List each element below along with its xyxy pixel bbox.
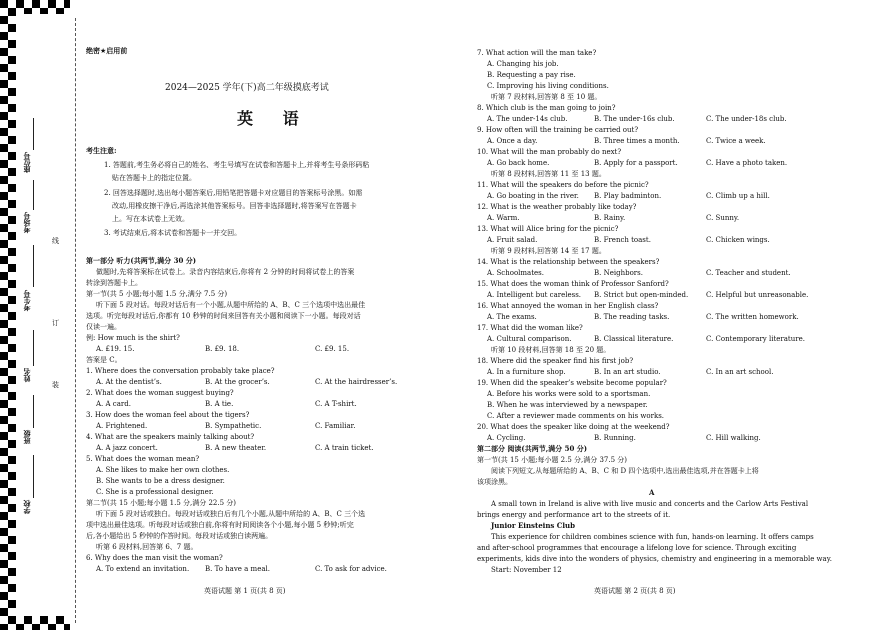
question: 1. Where does the conversation probably take place? xyxy=(86,367,275,375)
option: A. The under-14s club. xyxy=(487,115,568,123)
question: 3. How does the woman feel about the tigers? xyxy=(86,411,250,419)
material-heading: 听第 9 段材料,回答第 14 至 17 题。 xyxy=(491,247,606,255)
class-line xyxy=(33,395,34,428)
notice-item: 改动,用橡皮擦干净后,再选涂其他答案标号。回答非选择题时,将答案写在答题卡 xyxy=(112,202,357,210)
option: B. Rainy. xyxy=(594,214,626,222)
part1-intro: 做题时,先将答案标在试卷上。录音内容结束后,你将有 2 分钟的时间将试卷上的答案 xyxy=(96,268,355,276)
option: A. Go back home. xyxy=(487,159,550,167)
question: 4. What are the speakers mainly talking about? xyxy=(86,433,255,441)
sec1-instruction: 听下面 5 段对话。每段对话后有一个小题,从题中所给的 A、B、C 三个选项中选出最佳 xyxy=(96,301,366,309)
exam-no-line xyxy=(33,245,34,287)
example-option: A. £19. 15. xyxy=(96,345,135,353)
question: 12. What is the weather probably like today? xyxy=(477,203,637,211)
option: A. Before his works were sold to a sportsman. xyxy=(487,390,651,398)
passage-text: brings energy and performance art to the streets of it. xyxy=(477,511,671,519)
option: B. At the grocer’s. xyxy=(205,378,270,386)
exam-room-line xyxy=(33,180,34,210)
school-label: 学校 xyxy=(23,500,31,514)
option: A. Warm. xyxy=(487,214,520,222)
option: A. Changing his job. xyxy=(487,60,559,68)
question: 19. When did the speaker’s website become popular? xyxy=(477,379,667,387)
option: B. Play badminton. xyxy=(594,192,662,200)
binding-bind-char: 装 xyxy=(52,381,59,389)
option: B. Three times a month. xyxy=(594,137,680,145)
name-label: 姓名 xyxy=(23,368,31,382)
option: A. At the dentist’s. xyxy=(96,378,162,386)
option: C. Helpful but unreasonable. xyxy=(706,291,809,299)
option: A. Schoolmates. xyxy=(487,269,544,277)
question: 2. What does the woman suggest buying? xyxy=(86,389,234,397)
option: C. Chicken wings. xyxy=(706,236,770,244)
reading-sec1-heading: 第一节(共 15 小题;每小题 2.5 分,满分 37.5 分) xyxy=(477,456,628,464)
exam-no-label: 考生号 xyxy=(23,290,31,311)
option: B. Neighbors. xyxy=(594,269,643,277)
question: 14. What is the relationship between the speakers? xyxy=(477,258,660,266)
binding-seal-char: 订 xyxy=(52,319,59,327)
exam-room-label: 考场号 xyxy=(23,212,31,233)
option: C. Hill walking. xyxy=(706,434,761,442)
option: A. In a furniture shop. xyxy=(487,368,566,376)
option: C. Contemporary literature. xyxy=(706,335,805,343)
option: C. Sunny. xyxy=(706,214,740,222)
part1-intro: 转涂到答题卡上。 xyxy=(86,279,142,287)
option: B. Classical literature. xyxy=(594,335,674,343)
question: 13. What will Alice bring for the picnic? xyxy=(477,225,619,233)
option: B. Sympathetic. xyxy=(205,422,262,430)
option: B. Apply for a passport. xyxy=(594,159,678,167)
example-answer: 答案是 C。 xyxy=(86,356,122,364)
option: B. A new theater. xyxy=(205,444,267,452)
page-footer-left: 英语试题 第 1 页(共 8 页) xyxy=(204,587,286,595)
part2-heading: 第二部分 阅读(共两节,满分 50 分) xyxy=(477,444,588,453)
question: 5. What does the woman mean? xyxy=(86,455,200,463)
example-question: 例: How much is the shirt? xyxy=(86,334,180,342)
option: C. She is a professional designer. xyxy=(96,488,214,496)
option: C. Climb up a hill. xyxy=(706,192,770,200)
option: B. When he was interviewed by a newspaper. xyxy=(487,401,648,409)
material-heading: 听第 10 段材料,回答第 18 至 20 题。 xyxy=(491,346,611,354)
option: C. At the hairdresser’s. xyxy=(315,378,398,386)
question: 10. What will the man probably do next? xyxy=(477,148,622,156)
option: A. Frightened. xyxy=(96,422,148,430)
option: A. Intelligent but careless. xyxy=(487,291,582,299)
option: C. A train ticket. xyxy=(315,444,374,452)
passage-text: This experience for children combines science with fun, hands-on learning. It offers camps xyxy=(491,533,814,541)
option: C. The under-18s club. xyxy=(706,115,787,123)
option: C. A T-shirt. xyxy=(315,400,357,408)
option: C. Twice a week. xyxy=(706,137,766,145)
option: B. She wants to be a dress designer. xyxy=(96,477,225,485)
reading-instruction: 该项涂黑。 xyxy=(477,478,512,486)
passage-text: experiments, kids dive into the wonders of physics, chemistry and engineering in a memorable way. xyxy=(477,555,832,563)
seat-label: 座位号 xyxy=(23,152,31,173)
notice-item: 1. 答题前,考生务必将自己的姓名、考生号填写在试卷和答题卡上,并将考生号条形码粘 xyxy=(104,161,370,169)
option: B. A tie. xyxy=(205,400,234,408)
class-label: 班级 xyxy=(23,430,31,444)
option: A. A jazz concert. xyxy=(96,444,158,452)
passage-text: Start: November 12 xyxy=(491,566,562,574)
secret-mark: 绝密★启用前 xyxy=(86,47,128,55)
notice-item: 2. 回答选择题时,选出每小题答案后,用铅笔把答题卡对应题目的答案标号涂黑。如需 xyxy=(104,189,363,197)
notice-item: 上。写在本试卷上无效。 xyxy=(112,215,189,223)
sec1-instruction: 仅读一遍。 xyxy=(86,323,121,331)
sec2-instruction: 听下面 5 段对话或独白。每段对话或独白后有几个小题,从题中所给的 A、B、C 三个选 xyxy=(96,510,366,518)
option: B. The under-16s club. xyxy=(594,115,675,123)
option: A. Go boating in the river. xyxy=(487,192,579,200)
question: 15. What does the woman think of Professor Sanford? xyxy=(477,280,669,288)
material-heading: 听第 6 段材料,回答第 6、7 题。 xyxy=(96,543,198,551)
option: C. Teacher and student. xyxy=(706,269,791,277)
question: 16. What annoyed the woman in her English class? xyxy=(477,302,659,310)
sec1-heading: 第一节(共 5 小题;每小题 1.5 分,满分 7.5 分) xyxy=(86,290,228,298)
option: C. The written homework. xyxy=(706,313,799,321)
option: B. Requesting a pay rise. xyxy=(487,71,576,79)
option: A. To extend an invitation. xyxy=(96,565,190,573)
question: 6. Why does the man visit the woman? xyxy=(86,554,223,562)
sec2-heading: 第二节(共 15 小题;每小题 1.5 分,满分 22.5 分) xyxy=(86,499,237,507)
passage-label: A xyxy=(649,488,655,497)
option: B. To have a meal. xyxy=(205,565,270,573)
option: C. In an art school. xyxy=(706,368,774,376)
sec1-instruction: 选项。听完每段对话后,你都有 10 秒钟的时间来回答有关小题和阅读下一小题。每段对话 xyxy=(86,312,361,320)
seat-line xyxy=(33,118,34,150)
question: 7. What action will the man take? xyxy=(477,49,597,57)
option: A. A card. xyxy=(96,400,131,408)
page-footer-right: 英语试题 第 2 页(共 8 页) xyxy=(594,587,676,595)
checker-border xyxy=(0,0,70,630)
option: C. Have a photo taken. xyxy=(706,159,788,167)
option: C. To ask for advice. xyxy=(315,565,387,573)
question: 8. Which club is the man going to join? xyxy=(477,104,616,112)
notice-heading: 考生注意: xyxy=(86,146,117,155)
school-line xyxy=(33,455,34,498)
option: A. Fruit salad. xyxy=(487,236,538,244)
material-heading: 听第 8 段材料,回答第 11 至 13 题。 xyxy=(491,170,606,178)
option: B. Running. xyxy=(594,434,636,442)
option: A. Once a day. xyxy=(487,137,538,145)
binding-dashed-line xyxy=(75,18,76,623)
option: B. French toast. xyxy=(594,236,651,244)
notice-item: 贴在答题卡上的指定位置。 xyxy=(112,174,196,182)
option: C. After a reviewer made comments on his works. xyxy=(487,412,665,420)
binding-line-char: 线 xyxy=(52,237,59,245)
option: C. Improving his living conditions. xyxy=(487,82,609,90)
name-line xyxy=(33,330,34,366)
example-option: C. £9. 15. xyxy=(315,345,350,353)
sec2-instruction: 项中选出最佳选项。听每段对话或独白前,你将有时间阅读各个小题,每小题 5 秒钟;听完 xyxy=(86,521,354,529)
question: 9. How often will the training be carried out? xyxy=(477,126,639,134)
material-heading: 听第 7 段材料,回答第 8 至 10 题。 xyxy=(491,93,602,101)
option: C. Familiar. xyxy=(315,422,356,430)
option: B. Strict but open-minded. xyxy=(594,291,689,299)
question: 18. Where did the speaker find his first job? xyxy=(477,357,634,365)
notice-item: 3. 考试结束后,将本试卷和答题卡一并交回。 xyxy=(104,229,242,237)
example-option: B. £9. 18. xyxy=(205,345,240,353)
subject-title: 英 语 xyxy=(237,109,311,128)
passage-text: and after-school programmes that encourage a lifelong love for science. Through exciting xyxy=(477,544,797,552)
option: A. The exams. xyxy=(487,313,537,321)
part1-heading: 第一部分 听力(共两节,满分 30 分) xyxy=(86,256,197,265)
reading-instruction: 阅读下列短文,从每题所给的 A、B、C 和 D 四个选项中,选出最佳选项,并在答题卡上将 xyxy=(491,467,759,475)
question: 20. What does the speaker like doing at the weekend? xyxy=(477,423,670,431)
question: 11. What will the speakers do before the picnic? xyxy=(477,181,649,189)
question: 17. What did the woman like? xyxy=(477,324,583,332)
option: B. The reading tasks. xyxy=(594,313,670,321)
option: A. She likes to make her own clothes. xyxy=(96,466,230,474)
option: A. Cycling. xyxy=(487,434,526,442)
option: B. In an art studio. xyxy=(594,368,661,376)
option: A. Cultural comparison. xyxy=(487,335,572,343)
sec2-instruction: 后,各小题给出 5 秒钟的作答时间。每段对话或独白读两遍。 xyxy=(86,532,273,540)
exam-title: 2024—2025 学年(下)高二年级摸底考试 xyxy=(165,83,329,93)
club-name: Junior Einsteins Club xyxy=(491,521,575,530)
passage-text: A small town in Ireland is alive with live music and concerts and the Carlow Arts Festival xyxy=(491,500,809,508)
